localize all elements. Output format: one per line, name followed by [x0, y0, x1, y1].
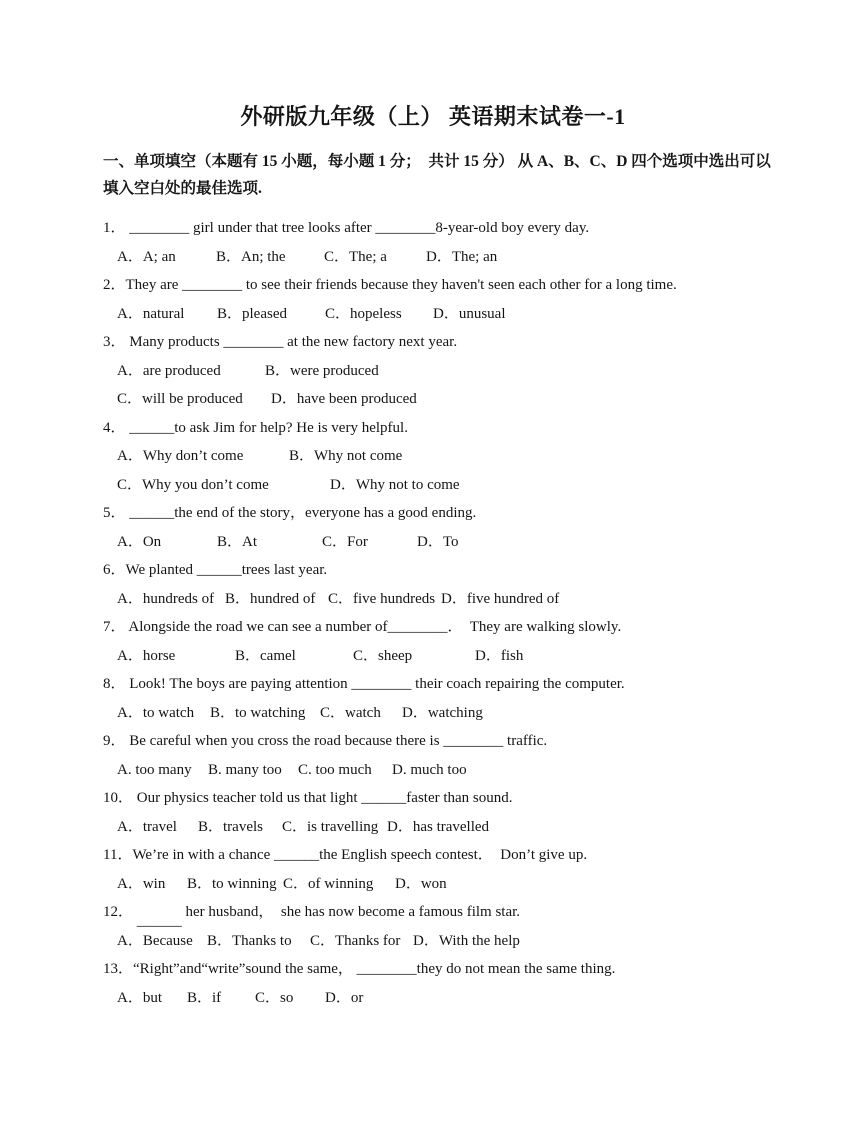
option-A: A. too many [117, 761, 192, 778]
question-stem: 3． Many products ________ at the new factory next year. [103, 334, 458, 350]
option-D: D．watching [402, 704, 483, 721]
option-B: B．to watching [210, 704, 306, 721]
options-row [103, 357, 803, 386]
question-13 [103, 955, 803, 1012]
option-D: D．The; an [426, 248, 498, 265]
question-stem: 9． Be careful when you cross the road because there is ________ traffic. [103, 733, 548, 749]
option-C: C．Thanks for [310, 932, 401, 949]
question-4 [103, 414, 803, 500]
option-C: C．The; a [324, 248, 387, 265]
option-C: C．Why you don’t come [117, 476, 269, 493]
option-C: C．watch [320, 704, 381, 721]
option-D: D．or [325, 989, 364, 1006]
option-A: A．travel [117, 818, 177, 835]
options-row [103, 642, 803, 671]
options-row [103, 300, 803, 329]
question-stem: 13．“Right”and“write”sound the same， ________they do not mean the same thing. [103, 961, 616, 977]
option-C: C．hopeless [325, 305, 402, 322]
question-10 [103, 784, 803, 841]
option-B: B. many too [208, 761, 282, 778]
option-A: A．natural [117, 305, 185, 322]
option-A: A．Why don’t come [117, 448, 244, 464]
option-D: D．To [417, 533, 459, 550]
option-D: D．unusual [433, 305, 506, 322]
option-B: B．pleased [217, 305, 287, 322]
option-D: D．have been produced [271, 391, 417, 407]
question-2 [103, 271, 803, 328]
option-B: B．Thanks to [207, 932, 292, 949]
options-row [103, 471, 803, 500]
option-A: A．A; an [117, 248, 176, 265]
question-stem: 5． ______the end of the story，everyone has a good ending. [103, 505, 477, 521]
question-11 [103, 841, 803, 898]
option-A: A．Because [117, 932, 193, 949]
option-C: C．five hundreds [328, 590, 436, 607]
option-C: C．is travelling [282, 818, 379, 835]
option-C: C．so [255, 989, 294, 1006]
question-12 [103, 898, 803, 955]
question-stem: 10． Our physics teacher told us that light ______faster than sound. [103, 790, 513, 806]
options-row [103, 870, 803, 899]
blank-underline: ______ [136, 913, 182, 929]
option-A: A．are produced [117, 362, 221, 379]
question-stem: 6．We planted ______trees last year. [103, 562, 328, 578]
question-list [103, 214, 803, 1012]
option-A: A．win [117, 875, 166, 892]
option-A: A．horse [117, 647, 176, 664]
options-row [103, 243, 803, 272]
option-B: B．camel [235, 647, 296, 664]
option-D: D．With the help [413, 932, 520, 949]
option-D: D．Why not to come [330, 476, 460, 493]
page-title: 外研版九年级（上） 英语期末试卷一-1 [240, 104, 626, 129]
option-A: A．hundreds of [117, 590, 215, 607]
question-stem: 4． ______to ask Jim for help? He is very helpful. [103, 419, 408, 436]
options-row [103, 927, 803, 956]
question-1 [103, 214, 803, 271]
question-6 [103, 556, 803, 613]
question-7 [103, 613, 803, 670]
options-row [103, 699, 803, 728]
option-A: A．but [117, 989, 163, 1006]
option-B: B．if [187, 989, 222, 1006]
option-B: B．At [217, 533, 258, 550]
option-C: C．For [322, 533, 368, 550]
option-B: B．Why not come [289, 448, 403, 464]
option-B: B．hundred of [225, 590, 316, 607]
option-D: D．won [395, 875, 447, 892]
options-row [103, 528, 803, 557]
question-5 [103, 499, 803, 556]
question-stem: 2．They are ________ to see their friends because they haven't seen each other for a long time. [103, 277, 677, 293]
option-B: B．travels [198, 818, 263, 835]
question-3 [103, 328, 803, 414]
question-stem: 7． Alongside the road we can see a number of________． They are walking slowly. [103, 619, 622, 635]
option-D: D. much too [392, 761, 467, 778]
options-row [103, 813, 803, 842]
options-row [103, 984, 803, 1013]
options-row [103, 385, 803, 414]
question-stem: 8． Look! The boys are paying attention ________ their coach repairing the computer. [103, 676, 625, 692]
options-row [103, 756, 803, 785]
question-8 [103, 670, 803, 727]
question-9 [103, 727, 803, 784]
option-B: B．An; the [216, 248, 286, 265]
option-C: C. too much [298, 761, 372, 778]
option-D: D．has travelled [387, 818, 490, 835]
option-C: C．of winning [283, 875, 374, 892]
option-A: A．On [117, 533, 162, 550]
options-row [103, 585, 803, 614]
question-stem: 12． ______ her husband， she has now become a famous film star. [103, 904, 521, 929]
options-row [103, 442, 803, 471]
option-B: B．to winning [187, 875, 277, 892]
section-heading: 一、单项填空（本题有 15 小题，每小题 1 分； 共计 15 分） 从 A、B、C、D 四个选项中选出可以填入空白处的最佳选项. [103, 153, 771, 197]
option-A: A．to watch [117, 704, 195, 721]
option-C: C．will be produced [117, 391, 243, 407]
option-B: B．were produced [265, 362, 379, 379]
option-D: D．five hundred of [441, 590, 560, 607]
question-stem: 11．We’re in with a chance ______the English speech contest． Don’t give up. [103, 847, 588, 863]
option-D: D．fish [475, 647, 524, 664]
question-stem: 1． ________ girl under that tree looks after ________8-year-old boy every day. [103, 220, 590, 236]
option-C: C．sheep [353, 647, 413, 664]
